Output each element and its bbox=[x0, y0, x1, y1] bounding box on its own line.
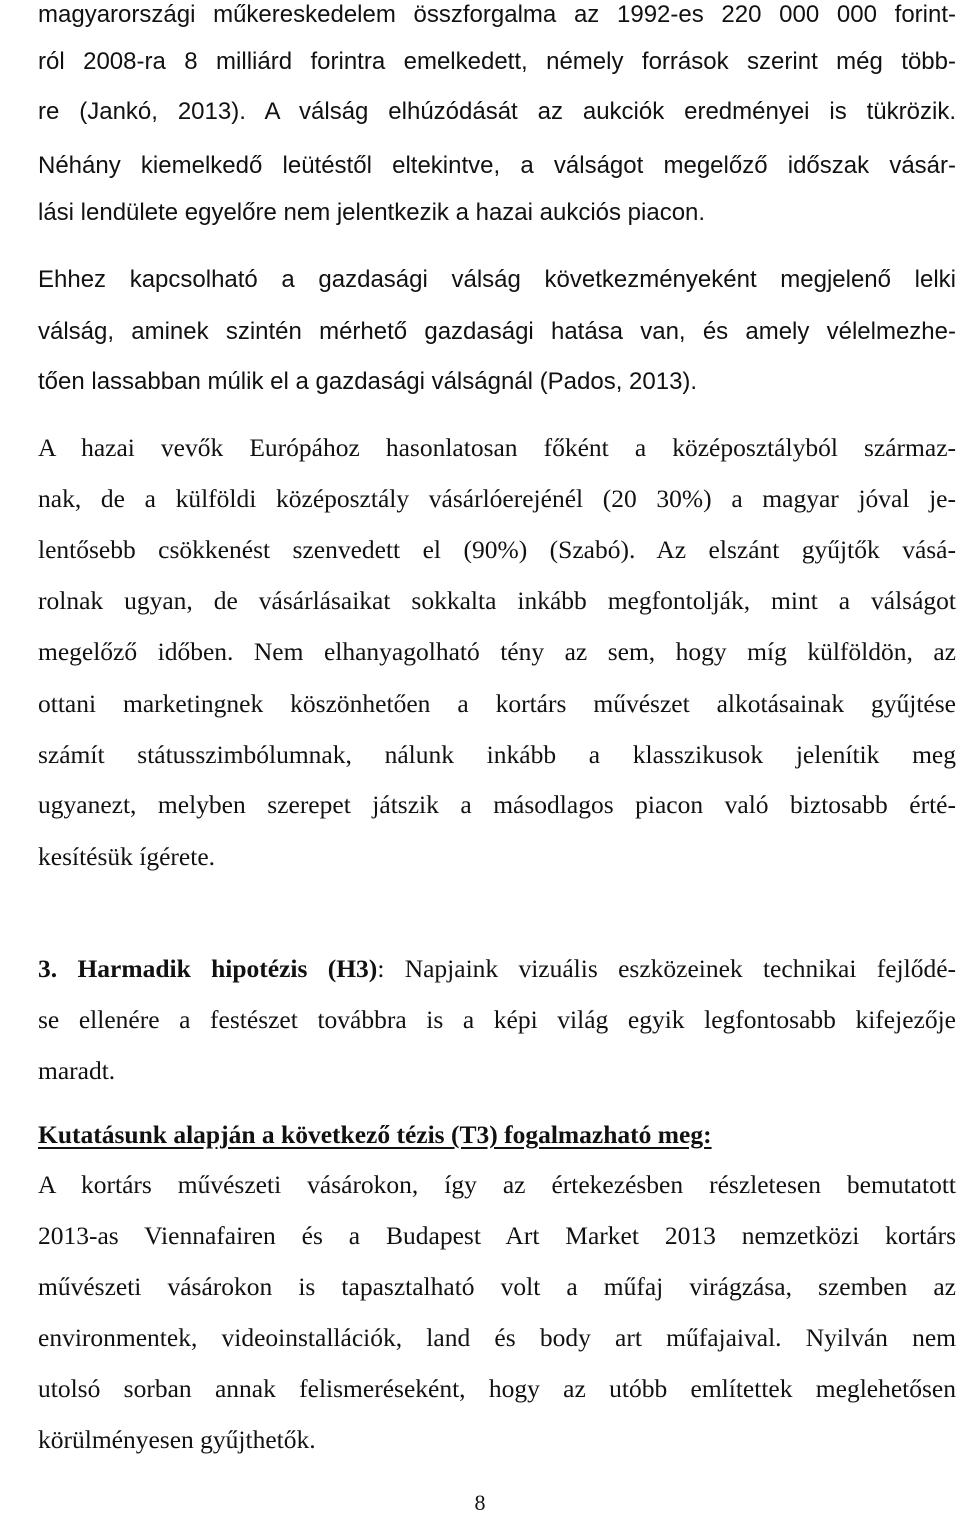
page-number: 8 bbox=[474, 1490, 486, 1515]
text-line: ugyanezt, melyben szerepet játszik a másodlagos piacon való biztosabb érté- bbox=[38, 790, 956, 819]
text-line: számít státusszimbólumnak, nálunk inkább a klasszikusok jelenítik meg bbox=[38, 740, 956, 769]
hypothesis-heading bbox=[38, 954, 956, 984]
text-line: Ehhez kapcsolható a gazdasági válság következményeként megjelenő lelki bbox=[38, 266, 956, 293]
text-line: ottani marketingnek köszönhetően a kortárs művészet alkotásainak gyűjtése bbox=[38, 689, 956, 718]
text-line: lási lendülete egyelőre nem jelentkezik a hazai aukciós piacon. bbox=[38, 199, 706, 226]
text-line: 2013-as Viennafairen és a Budapest Art Market 2013 nemzetközi kortárs bbox=[38, 1221, 956, 1250]
hypothesis-label: Harmadik hipotézis bbox=[77, 954, 308, 983]
text-line: A hazai vevők Európához hasonlatosan főként a középosztályból származ- bbox=[38, 433, 956, 462]
hypothesis-text: : Napjaink vizuális eszközeinek technikai fejlődé- bbox=[377, 954, 957, 983]
text-line: se ellenére a festészet továbbra is a képi világ egyik legfontosabb kifejezője bbox=[38, 1005, 956, 1034]
text-line: válság, aminek szintén mérhető gazdasági hatása van, és amely vélelmezhe- bbox=[38, 318, 956, 345]
hypothesis-number: 3. bbox=[38, 954, 58, 983]
text-line: nak, de a külföldi középosztály vásárlóerejénél (20 30%) a magyar jóval je- bbox=[38, 484, 956, 513]
text-line: utolsó sorban annak felismeréseként, hogy az utóbb említettek meglehetősen bbox=[38, 1374, 956, 1403]
hypothesis-code: (H3) bbox=[327, 954, 378, 983]
text-line: Néhány kiemelkedő leütéstől eltekintve, a válságot megelőző időszak vásár- bbox=[38, 152, 956, 179]
text-line: ról 2008-ra 8 milliárd forintra emelkedett, némely források szerint még több- bbox=[38, 48, 956, 75]
text-line: magyarországi műkereskedelem összforgalma az 1992-es 220 000 000 forint- bbox=[38, 1, 956, 28]
text-line: rolnak ugyan, de vásárlásaikat sokkalta inkább megfontolják, mint a válságot bbox=[38, 586, 956, 615]
text-line: kesítésük ígérete. bbox=[38, 842, 216, 871]
text-line: művészeti vásárokon is tapasztalható volt a műfaj virágzása, szemben az bbox=[38, 1272, 956, 1301]
text-line: tően lassabban múlik el a gazdasági válságnál (Pados, 2013). bbox=[38, 368, 698, 395]
text-line: körülményesen gyűjthetők. bbox=[38, 1425, 316, 1454]
text-line: maradt. bbox=[38, 1056, 116, 1085]
text-line: megelőző időben. Nem elhanyagolható tény az sem, hogy míg külföldön, az bbox=[38, 637, 956, 666]
text-line: environmentek, videoinstallációk, land és body art műfajaival. Nyilván nem bbox=[38, 1323, 956, 1352]
thesis-heading: Kutatásunk alapján a következő tézis (T3) fogalmazható meg: bbox=[38, 1120, 712, 1149]
text-line: lentősebb csökkenést szenvedett el (90%) (Szabó). Az elszánt gyűjtők vásá- bbox=[38, 535, 956, 564]
text-line: re (Jankó, 2013). A válság elhúzódását az aukciók eredményei is tükrözik. bbox=[38, 98, 956, 125]
text-line: A kortárs művészeti vásárokon, így az értekezésben részletesen bemutatott bbox=[38, 1170, 956, 1199]
document-page bbox=[38, 0, 956, 1515]
